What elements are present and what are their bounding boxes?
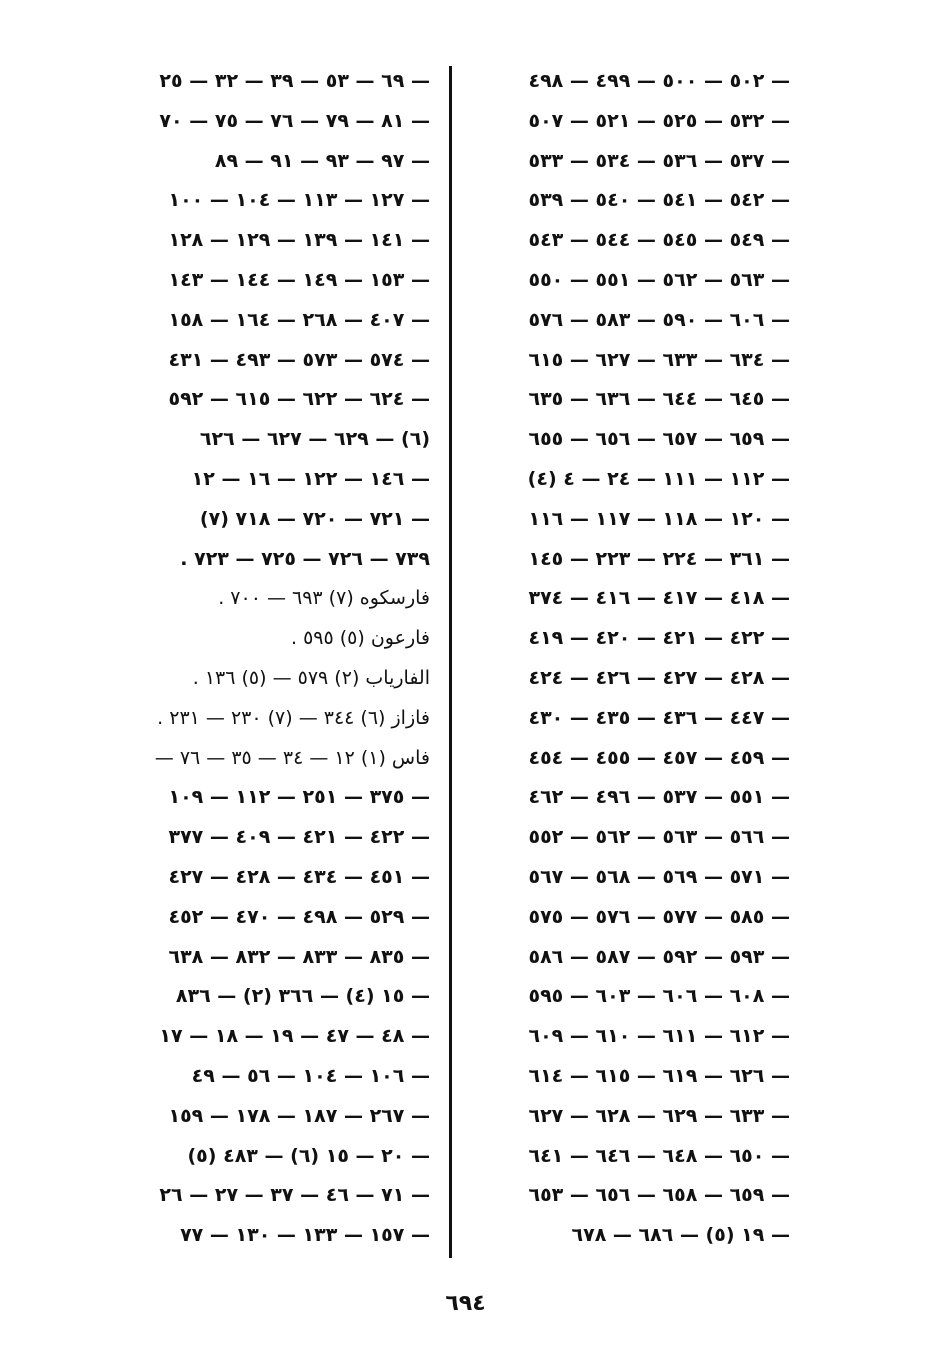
- index-line: — ٨١ — ٧٩ — ٧٦ — ٧٥ — ٧٠: [159, 109, 430, 132]
- index-line: — ٦٩ — ٥٣ — ٣٩ — ٣٢ — ٢٥: [159, 70, 430, 92]
- index-line: ٧٣٩ — ٧٢٦ — ٧٢٥ — ٧٢٣ .: [180, 547, 430, 570]
- index-line: — ٥٥١ — ٥٣٧ — ٤٩٦ — ٤٦٢: [528, 786, 790, 809]
- right-index-column: [470, 62, 790, 1256]
- index-line: — ١٥٣ — ١٤٩ — ١٤٤ — ١٤٣: [168, 268, 430, 291]
- index-line: فازاز (٦) ٣٤٤ — (٧) ٢٣٠ — ٢٣١ .: [157, 706, 430, 729]
- index-line: — ٦٥٠ — ٦٤٨ — ٦٤٦ — ٦٤١: [528, 1144, 790, 1167]
- index-line: — ١٤٦ — ١٢٢ — ١٦ — ١٢: [191, 467, 430, 490]
- index-line: — ٥٣٧ — ٥٣٦ — ٥٣٤ — ٥٣٣: [528, 149, 790, 172]
- index-line: — ١٥ (٤) — ٣٦٦ (٢) — ٨٣٦: [175, 985, 430, 1008]
- index-line: — ١١٢ — ١١١ — ٢٤ — ٤ (٤): [527, 467, 790, 490]
- index-line: — ٧٢١ — ٧٢٠ — ٧١٨ (٧): [199, 507, 430, 530]
- index-line: — ٤١٨ — ٤١٧ — ٤١٦ — ٣٧٤: [528, 587, 790, 610]
- index-line: — ٥٩٣ — ٥٩٢ — ٥٨٧ — ٥٨٦: [528, 945, 790, 968]
- page-number: ٦٩٤: [445, 1291, 486, 1316]
- index-line: — ٦٥٩ — ٦٥٨ — ٦٥٦ — ٦٥٣: [528, 1184, 790, 1207]
- index-line: — ٢٦٧ — ١٨٧ — ١٧٨ — ١٥٩: [168, 1104, 430, 1127]
- index-line: — ٤٨ — ٤٧ — ١٩ — ١٨ — ١٧: [159, 1025, 430, 1048]
- index-line: — ١٢٠ — ١١٨ — ١١٧ — ١١٦: [528, 507, 790, 530]
- index-line: — ٦٥٩ — ٦٥٧ — ٦٥٦ — ٦٥٥: [528, 428, 790, 451]
- index-line: — ٦٤٥ — ٦٤٤ — ٦٣٦ — ٦٣٥: [528, 388, 790, 411]
- index-line: — ٥٧٤ — ٥٧٣ — ٤٩٣ — ٤٣١: [168, 348, 430, 371]
- left-index-column: [80, 62, 430, 1256]
- index-line: — ٧١ — ٤٦ — ٣٧ — ٢٧ — ٢٦: [159, 1184, 430, 1207]
- index-line: — ٤٢٢ — ٤٢١ — ٤٠٩ — ٣٧٧: [168, 826, 430, 849]
- index-line: — ١٤١ — ١٣٩ — ١٢٩ — ١٢٨: [168, 229, 430, 252]
- index-line: — ٥٠٢ — ٥٠٠ — ٤٩٩ — ٤٩٨: [528, 70, 790, 92]
- index-line: — ٦٠٨ — ٦٠٦ — ٦٠٣ — ٥٩٥: [528, 985, 790, 1008]
- index-line: — ٩٧ — ٩٣ — ٩١ — ٨٩: [214, 149, 430, 172]
- index-line: — ٤٢٢ — ٤٢١ — ٤٢٠ — ٤١٩: [528, 627, 790, 650]
- index-line: — ٢٠ — ١٥ (٦) — ٤٨٣ (٥): [187, 1144, 430, 1167]
- index-line: — ٤٥٩ — ٤٥٧ — ٤٥٥ — ٤٥٤: [528, 746, 790, 769]
- index-line: — ٥٤٢ — ٥٤١ — ٥٤٠ — ٥٣٩: [528, 189, 790, 212]
- index-line: — ١٥٧ — ١٣٣ — ١٣٠ — ٧٧: [180, 1224, 430, 1247]
- index-line: — ٥٧١ — ٥٦٩ — ٥٦٨ — ٥٦٧: [528, 865, 790, 888]
- index-line: الفارياب (٢) ٥٧٩ — (٥) ١٣٦ .: [192, 666, 430, 689]
- index-line: — ٤٢٨ — ٤٢٧ — ٤٢٦ — ٤٢٤: [528, 666, 790, 689]
- index-line: — ٦٣٣ — ٦٢٩ — ٦٢٨ — ٦٢٧: [528, 1104, 790, 1127]
- index-line: — ٤٤٧ — ٤٣٦ — ٤٣٥ — ٤٣٠: [528, 706, 790, 729]
- index-line: — ٥٦٦ — ٥٦٣ — ٥٦٢ — ٥٥٢: [528, 826, 790, 849]
- index-line: — ١٩ (٥) — ٦٨٦ — ٦٧٨: [571, 1224, 790, 1247]
- index-line: (٦) — ٦٢٩ — ٦٢٧ — ٦٢٦: [199, 428, 430, 451]
- index-line: — ٦٢٦ — ٦١٩ — ٦١٥ — ٦١٤: [528, 1064, 790, 1087]
- index-line: — ٥٦٣ — ٥٦٢ — ٥٥١ — ٥٥٠: [528, 268, 790, 291]
- index-line: — ٣٦١ — ٢٢٤ — ٢٢٣ — ١٤٥: [528, 547, 790, 570]
- column-divider: [449, 66, 452, 1258]
- index-line: — ٦٠٦ — ٥٩٠ — ٥٨٣ — ٥٧٦: [528, 308, 790, 331]
- index-line: فارعون (٥) ٥٩٥ .: [291, 627, 430, 650]
- index-line: — ٦٣٤ — ٦٣٣ — ٦٢٧ — ٦١٥: [528, 348, 790, 371]
- index-line: — ٥٨٥ — ٥٧٧ — ٥٧٦ — ٥٧٥: [528, 905, 790, 928]
- index-line: — ١٠٦ — ١٠٤ — ٥٦ — ٤٩: [191, 1064, 430, 1087]
- index-line: — ٥٤٩ — ٥٤٥ — ٥٤٤ — ٥٤٣: [528, 229, 790, 252]
- index-line: — ٨٣٥ — ٨٣٣ — ٨٣٢ — ٦٣٨: [168, 945, 430, 968]
- index-line: — ٦٢٤ — ٦٢٢ — ٦١٥ — ٥٩٢: [168, 388, 430, 411]
- index-line: — ٥٣٢ — ٥٢٥ — ٥٢١ — ٥٠٧: [528, 109, 790, 132]
- index-line: — ١٢٧ — ١١٣ — ١٠٤ — ١٠٠: [168, 189, 430, 212]
- index-line: — ٦١٢ — ٦١١ — ٦١٠ — ٦٠٩: [528, 1025, 790, 1048]
- index-line: — ٥٢٩ — ٤٩٨ — ٤٧٠ — ٤٥٢: [168, 905, 430, 928]
- index-line: فارسكوه (٧) ٦٩٣ — ٧٠٠ .: [218, 587, 430, 610]
- index-line: — ٤٠٧ — ٢٦٨ — ١٦٤ — ١٥٨: [168, 308, 430, 331]
- index-line: — ٤٥١ — ٤٣٤ — ٤٢٨ — ٤٢٧: [168, 865, 430, 888]
- index-line: فاس (١) ١٢ — ٣٤ — ٣٥ — ٧٦ —: [154, 746, 430, 769]
- index-line: — ٣٧٥ — ٢٥١ — ١١٢ — ١٠٩: [168, 786, 430, 809]
